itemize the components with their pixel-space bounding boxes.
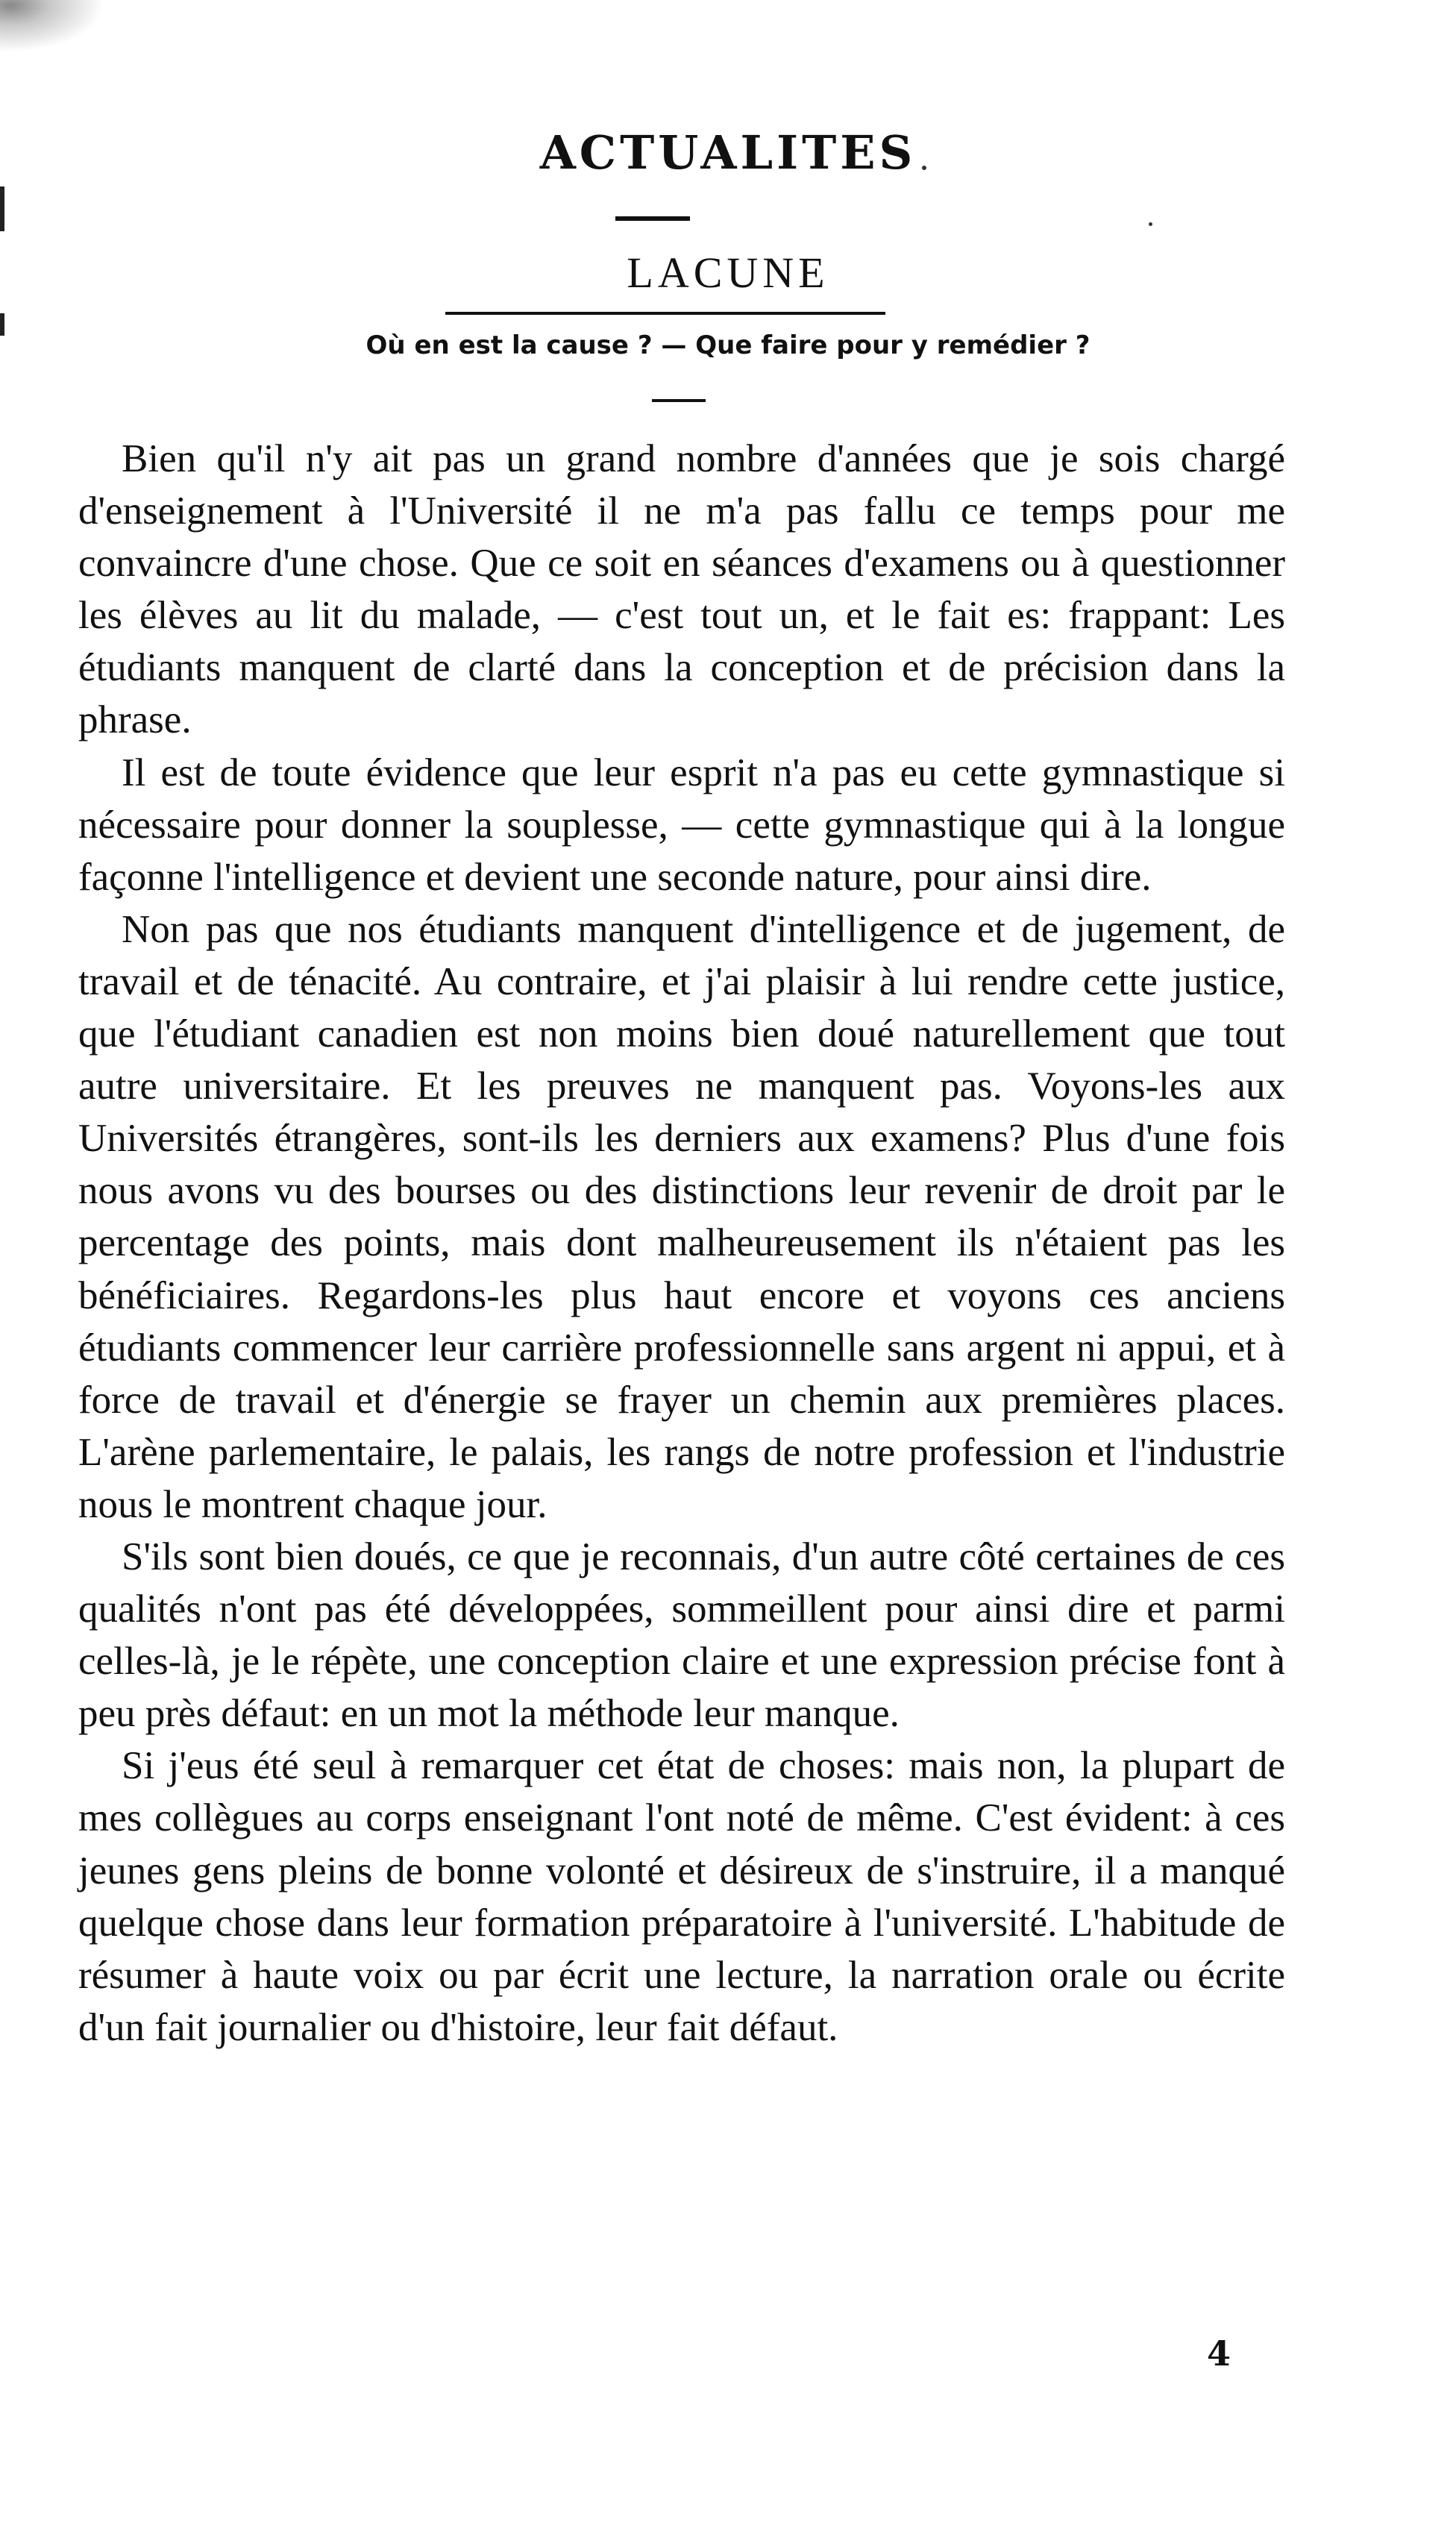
subtitle-rule [652,399,706,402]
scan-smudge [0,0,104,52]
article-body [78,433,1285,2054]
article-subtitle: Où en est la cause ? — Que faire pour y remédier ? [365,330,1091,360]
paragraph: Bien qu'il n'y ait pas un grand nombre d'années que je sois chargé d'enseignement à l'Université il ne m'a pas fallu ce temps pour me convaincre d'une chose. Que ce soit en séances d'examens ou à questionner les élèves au lit du malade, — c'est tout un, et le fait es: frappant: Les étudiants manquent de clarté dans la conception et de précision dans la phrase. [78,437,1285,742]
scan-edge-mark [0,186,4,231]
scan-speck [1149,222,1152,226]
title-rule [445,312,885,315]
paragraph: Si j'eus été seul à remarquer cet état de choses: mais non, la plupart de mes collègues au corps enseignant l'ont noté de même. C'est évident: à ces jeunes gens pleins de bonne volonté et désireux de s'instruire, il a manqué quelque chose dans leur formation préparatoire à l'université. L'habitude de résumer à haute voix ou par écrit une lecture, la narration orale ou écrite d'un fait journalier ou d'histoire, leur fait défaut. [78,1744,1285,2049]
section-heading: ACTUALITES [539,125,917,180]
paragraph: S'ils sont bien doués, ce que je reconnais, d'un autre côté certaines de ces qualités n'ont pas été développées, sommeillent pour ainsi dire et parmi celles-là, je le répète, une conception claire et une expression précise font à peu près défaut: en un mot la méthode leur manque. [78,1534,1285,1736]
page-number: 4 [1207,2333,1231,2374]
heading-rule [615,216,690,221]
paragraph: Il est de toute évidence que leur esprit n'a pas eu cette gymnastique si nécessaire pour donner la souplesse, — cette gymnastique qui à la longue façonne l'intelligence et devient une seconde nature, pour ainsi dire. [78,750,1285,899]
article-title: LACUNE [627,248,829,297]
paragraph: Non pas que nos étudiants manquent d'intelligence et de jugement, de travail et de ténacité. Au contraire, et j'ai plaisir à lui rendre cette justice, que l'étudiant canadien est non moins bien doué naturellement que tout autre universitaire. Et les preuves ne manquent pas. Voyons-les aux Universités étrangères, sont-ils les derniers aux examens? Plus d'une fois nous avons vu des bourses ou des distinctions leur revenir de droit par le percentage des points, mais dont malheureusement ils n'étaient pas les bénéficiaires. Regardons-les plus haut encore et voyons ces anciens étudiants commencer leur carrière professionnelle sans argent ni appui, et à force de travail et d'énergie se frayer un chemin aux premières places. L'arène parlementaire, le palais, les rangs de notre profession et l'industrie nous le montrent chaque jour. [78,907,1285,1526]
